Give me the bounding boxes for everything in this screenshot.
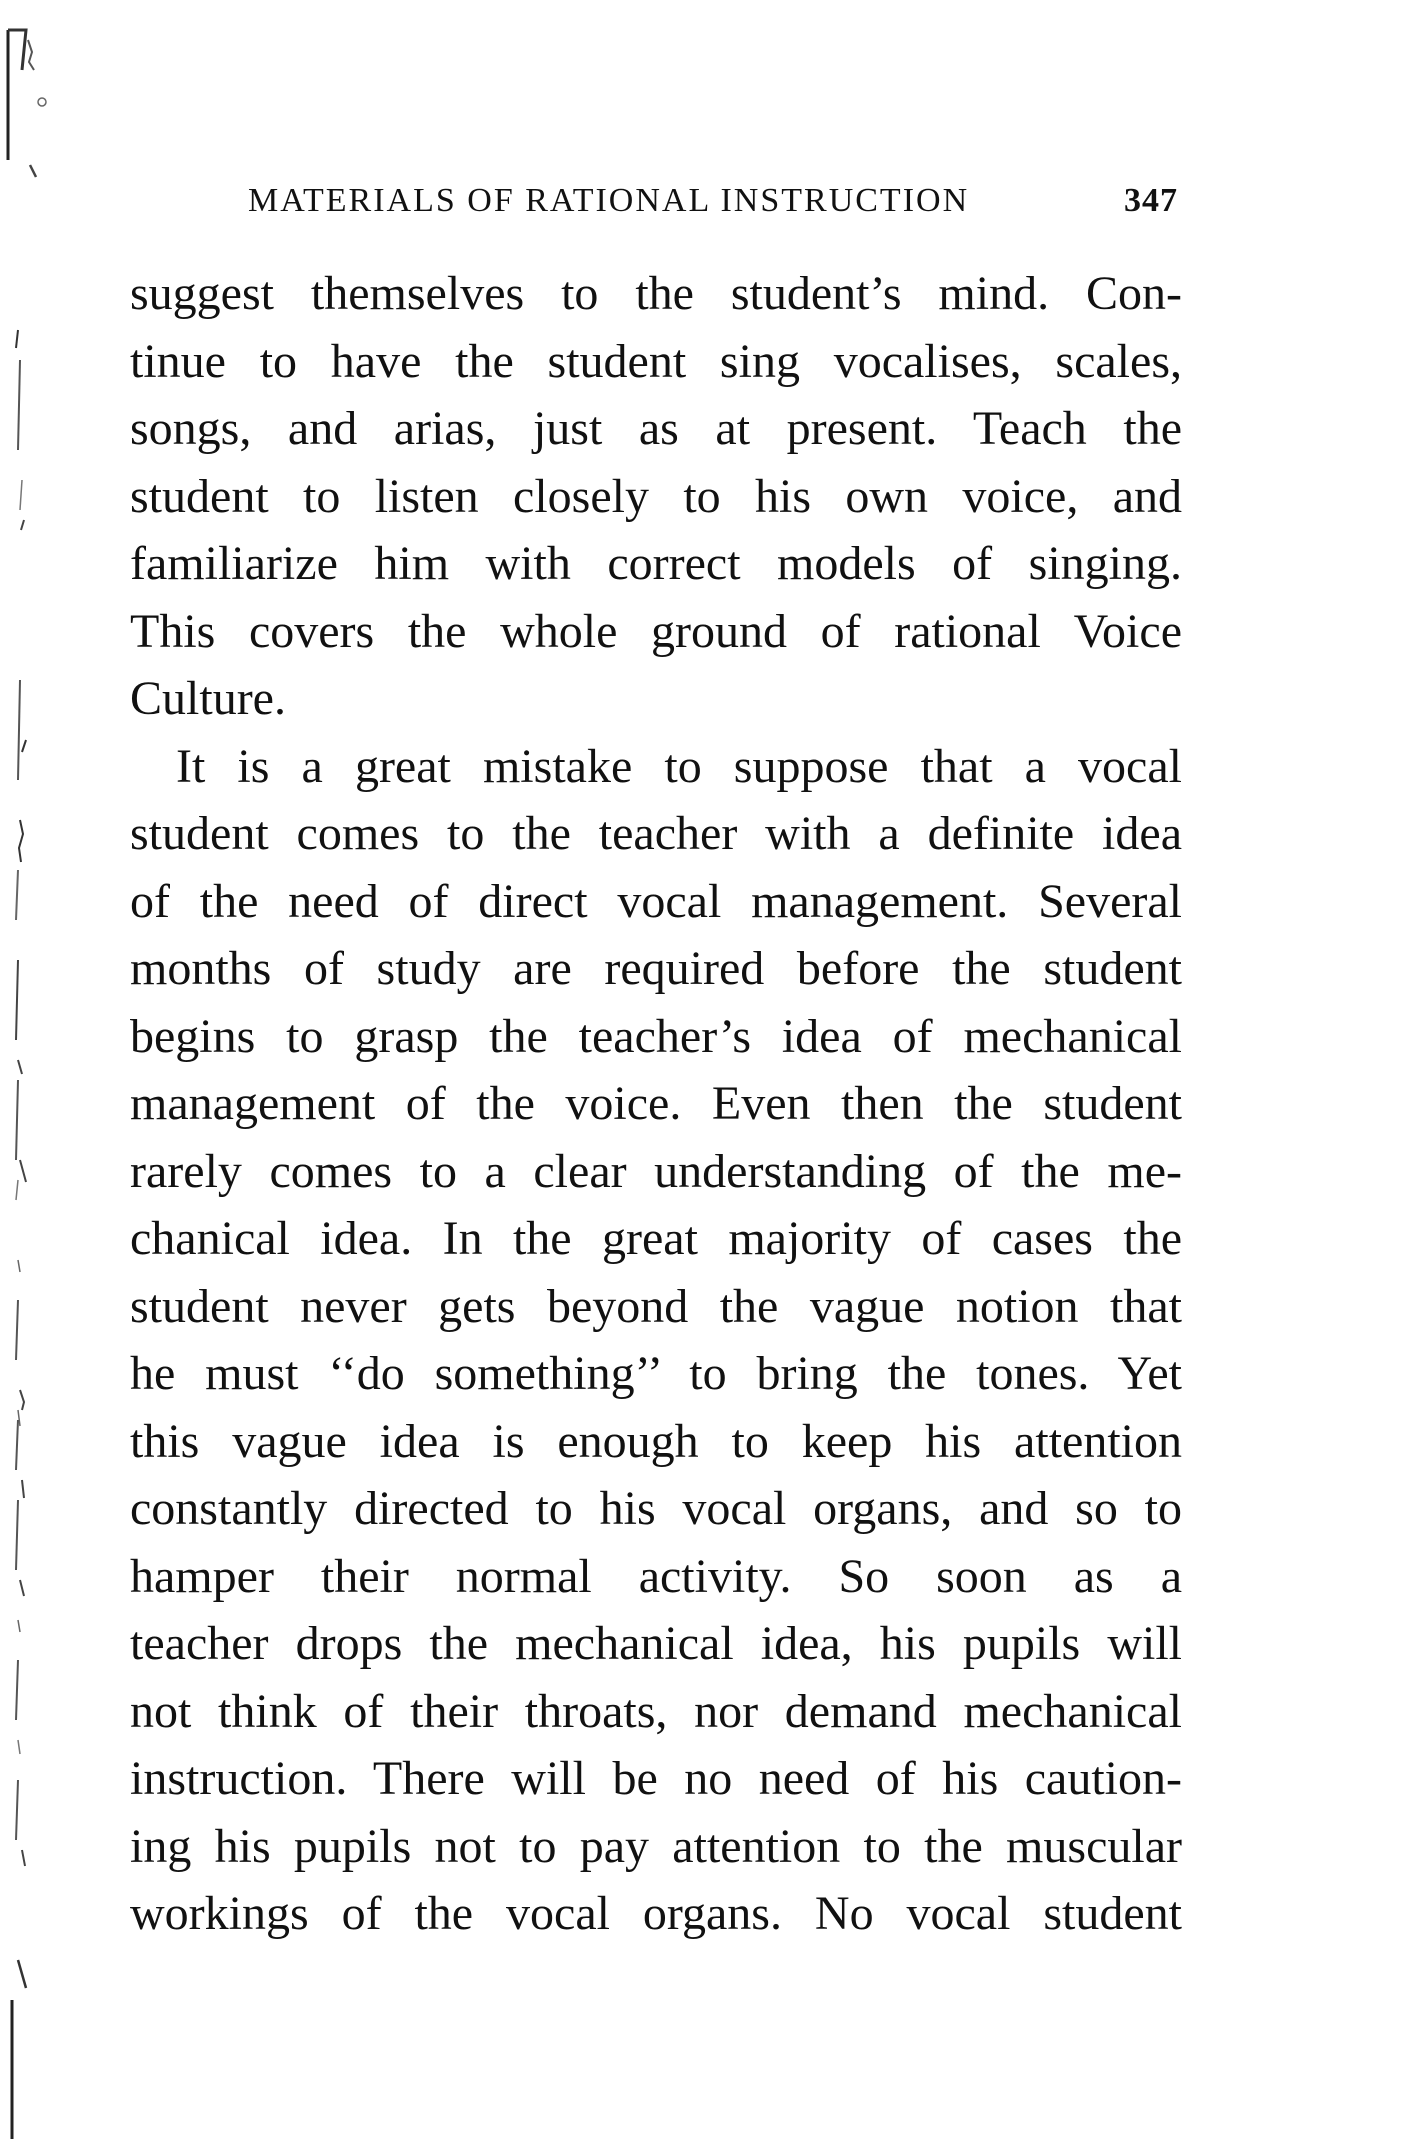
running-head: [248, 182, 1178, 232]
text-line: student comes to the teacher with a definite idea: [130, 807, 1182, 860]
text-line: months of study are required before the student: [130, 942, 1182, 995]
paragraph-2: [130, 733, 1182, 1948]
text-line: ing his pupils not to pay attention to the muscular: [130, 1819, 1182, 1873]
text-line: management of the voice. Even then the student: [130, 1077, 1182, 1130]
running-title: MATERIALS OF RATIONAL INSTRUCTION: [248, 182, 970, 219]
text-line: tinue to have the student sing vocalises, scales,: [130, 334, 1182, 388]
body-text: [130, 260, 1182, 1948]
text-line: student to listen closely to his own voice, and: [130, 469, 1182, 523]
paragraph-1: [130, 260, 1182, 733]
text-line: teacher drops the mechanical idea, his pupils will: [130, 1617, 1182, 1670]
text-line: familiarize him with correct models of singing.: [130, 537, 1182, 590]
text-line: begins to grasp the teacher’s idea of mechanical: [130, 1009, 1182, 1063]
text-line: It is a great mistake to suppose that a vocal: [176, 739, 1182, 793]
text-line: this vague idea is enough to keep his attention: [130, 1414, 1182, 1468]
text-line: chanical idea. In the great majority of cases the: [130, 1212, 1182, 1265]
text-line: Culture.: [130, 672, 286, 725]
text-line: rarely comes to a clear understanding of the me-: [130, 1144, 1182, 1198]
text-line: songs, and arias, just as at present. Teach the: [130, 402, 1182, 455]
text-line: suggest themselves to the student’s mind. Con-: [130, 267, 1182, 320]
text-line: not think of their throats, nor demand mechanical: [130, 1684, 1182, 1738]
binding-edge-marks: [0, 0, 48, 2139]
text-line: student never gets beyond the vague notion that: [130, 1279, 1182, 1333]
text-line: he must ‘‘do something’’ to bring the tones. Yet: [130, 1347, 1182, 1400]
text-line: constantly directed to his vocal organs, and so to: [130, 1482, 1182, 1535]
text-line: instruction. There will be no need of his caution-: [130, 1752, 1182, 1805]
text-line: This covers the whole ground of rational Voice: [130, 604, 1182, 658]
text-line: of the need of direct vocal management. Several: [130, 874, 1182, 928]
page-number: 347: [1124, 182, 1178, 219]
text-line: hamper their normal activity. So soon as a: [130, 1549, 1182, 1603]
text-line: workings of the vocal organs. No vocal student: [130, 1887, 1182, 1940]
